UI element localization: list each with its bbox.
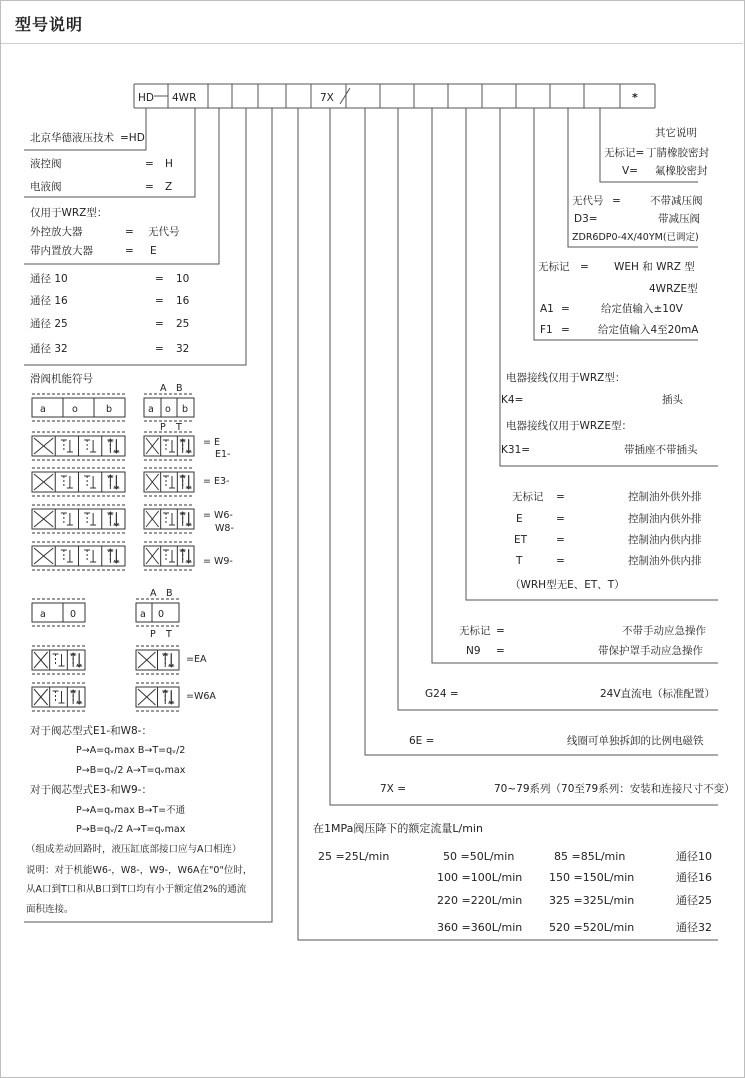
pilot-value: 控制油内供外排 (628, 513, 702, 525)
series-label: 7X = (380, 783, 407, 795)
code-cell-slash (340, 88, 350, 104)
box-label-o: o (165, 404, 171, 415)
pilot-label: 无标记 (512, 491, 544, 503)
spool-symbol-right (136, 683, 179, 711)
port-label-t: T (166, 629, 172, 640)
amplifier-eq: = (125, 245, 134, 257)
other-label: V= (622, 165, 638, 177)
coil-label: 6E = (409, 735, 435, 747)
input-heading-label: 无标记 (538, 261, 570, 273)
coil-block (409, 734, 704, 747)
flow-cell: 220 =220L/min (437, 894, 523, 907)
flow-note-line: P→A=qᵥmax B→T=qᵥ/2 (76, 745, 186, 756)
pilot-eq: = (556, 534, 565, 546)
manual-label: 无标记 (459, 625, 491, 637)
other-label: 无标记= (604, 147, 645, 159)
manual-eq: = (496, 645, 505, 657)
valve-type-block (30, 157, 173, 193)
connector-heading: 电器接线仅用于WRZE型： (506, 420, 633, 432)
spool-code: = W6- (203, 510, 233, 521)
valve-type-code: Z (165, 181, 173, 193)
pilot-value: 控制油外供外排 (628, 491, 702, 503)
box-label-b: b (182, 404, 189, 415)
input-heading-eq: = (580, 261, 589, 273)
code-cell-text: 4WR (172, 92, 197, 104)
manual-block (459, 624, 706, 657)
flow-cell: 通径32 (676, 921, 712, 934)
pressure-valve-block (572, 194, 703, 243)
input-value: 给定值输入4至20mA (598, 324, 699, 336)
diameter-label: 通径 10 (30, 273, 68, 285)
input-block (538, 260, 699, 336)
spool-symbol-left (32, 505, 125, 533)
code-cell-text: * (632, 91, 638, 104)
pressure-label: 无代号 (572, 195, 604, 207)
manual-value: 带保护罩手动应急操作 (598, 645, 703, 657)
spool-symbol-right (144, 505, 194, 533)
port-label-a: A (160, 383, 167, 394)
spool-code: =EA (186, 654, 207, 665)
pilot-label: E (516, 513, 523, 525)
diameter-eq: = (155, 295, 164, 307)
diameter-code: 25 (176, 318, 190, 330)
spool-outline-2-right (136, 599, 179, 626)
diameter-code: 16 (176, 295, 190, 307)
port-label-p: P (160, 422, 166, 433)
flow-notes-block (26, 724, 252, 915)
other-value: 丁腈橡胶密封 (646, 147, 709, 159)
diameter-eq: = (155, 343, 164, 355)
flow-note-heading: 对于阀芯型式E1-和W8-： (30, 725, 152, 737)
flow-table (313, 821, 712, 934)
flow-note-remark: 面积连接。 (26, 904, 74, 915)
pilot-note: （WRH型无E、ET、T） (510, 579, 625, 591)
manual-label: N9 (466, 645, 481, 657)
port-label-b: B (176, 383, 183, 394)
amplifier-block (30, 206, 180, 257)
pilot-label: ET (514, 534, 528, 546)
pressure-eq: = (612, 195, 621, 207)
pilot-value: 控制油内供内排 (628, 534, 702, 546)
spool-symbols-block (30, 372, 234, 711)
flow-note-remark: （组成差动回路时，液压缸底部接口应与A口相连） (26, 844, 242, 855)
pressure-value: 带减压阀 (658, 213, 700, 225)
box-label-b: b (106, 404, 113, 415)
valve-type-label: 液控阀 (30, 158, 62, 170)
other-block (604, 126, 709, 177)
flow-note-remark: 从A口到T口和从B口到T口均有小于额定值2%的通流 (26, 884, 247, 895)
spool-symbol-left (32, 542, 125, 570)
flow-note-line: P→A=qᵥmax B→T=不通 (76, 805, 186, 816)
diameter-eq: = (155, 318, 164, 330)
manufacturer-code: =HD (120, 132, 145, 144)
manual-eq: = (496, 625, 505, 637)
flow-cell: 150 =150L/min (549, 871, 635, 884)
spool-code: = E3- (203, 476, 230, 487)
flow-cell: 50 =50L/min (443, 850, 515, 863)
amplifier-heading: 仅用于WRZ型： (30, 207, 108, 219)
pilot-eq: = (556, 491, 565, 503)
amplifier-code: 无代号 (148, 226, 180, 238)
coil-value: 线圈可单独拆卸的比例电磁铁 (567, 735, 704, 747)
pressure-model: ZDR6DP0-4X/40YM(已调定) (572, 232, 699, 243)
spool-code: = E (203, 437, 220, 448)
pilot-eq: = (556, 555, 565, 567)
port-label-t: T (176, 422, 182, 433)
connector-value: 插头 (662, 394, 683, 406)
valve-type-eq: = (145, 181, 154, 193)
spool-symbol-left (32, 646, 85, 674)
flow-note-line: P→B=qᵥ/2 A→T=qᵥmax (76, 765, 186, 776)
spool-code: E1- (215, 449, 231, 460)
input-label: A1 (540, 303, 554, 315)
flow-note-heading: 对于阀芯型式E3-和W9-： (30, 784, 152, 796)
voltage-block (425, 687, 715, 700)
flow-cell: 100 =100L/min (437, 871, 523, 884)
series-block (380, 782, 735, 795)
box-label-a: a (148, 404, 154, 415)
spool-code: = W9- (203, 556, 233, 567)
connector-label: K31= (501, 444, 531, 456)
spool-symbol-left (32, 683, 85, 711)
box-label-o: 0 (158, 609, 165, 620)
other-value: 氟橡胶密封 (655, 165, 708, 177)
port-label-a: A (150, 588, 157, 599)
spool-code: =W6A (186, 691, 216, 702)
spool-symbol-right (144, 432, 194, 460)
flow-cell: 520 =520L/min (549, 921, 635, 934)
connector-value: 带插座不带插头 (624, 444, 698, 456)
voltage-value: 24V直流电（标准配置） (600, 688, 716, 700)
diameter-label: 通径 25 (30, 318, 68, 330)
amplifier-eq: = (125, 226, 134, 238)
diameter-label: 通径 16 (30, 295, 68, 307)
diameter-block (30, 273, 190, 355)
manufacturer-block (30, 131, 145, 144)
valve-type-label: 电液阀 (30, 181, 62, 193)
code-row (134, 84, 655, 108)
pressure-label: D3= (574, 213, 598, 225)
pilot-label: T (516, 555, 523, 567)
valve-type-eq: = (145, 158, 154, 170)
spool-symbol-right (144, 468, 194, 496)
manual-value: 不带手动应急操作 (622, 625, 706, 637)
spool-symbol-left (32, 432, 125, 460)
flow-cell: 通径16 (676, 871, 712, 884)
pressure-value: 不带减压阀 (650, 195, 703, 207)
page-title: 型号说明 (15, 15, 84, 34)
manufacturer-label: 北京华德液压技术 (30, 132, 114, 144)
pilot-block (510, 490, 702, 591)
flow-note-line: P→B=qᵥ/2 A→T=qᵥmax (76, 824, 186, 835)
box-label-o: o (72, 404, 78, 415)
spool-outline-2-left (32, 599, 85, 626)
flow-heading: 在1MPa阀压降下的额定流量L/min (313, 822, 483, 835)
spool-code: W8- (215, 523, 234, 534)
input-eq: = (561, 324, 570, 336)
flow-cell: 25 =25L/min (318, 850, 390, 863)
box-label-o: 0 (70, 609, 77, 620)
pilot-value: 控制油外供内排 (628, 555, 702, 567)
input-heading-value: WEH 和 WRZ 型 (614, 261, 695, 273)
input-sub: 4WRZE型 (649, 283, 698, 295)
code-cell-text: HD (138, 92, 154, 104)
flow-cell: 360 =360L/min (437, 921, 523, 934)
flow-cell: 325 =325L/min (549, 894, 635, 907)
spool-symbol-right (136, 646, 179, 674)
port-label-b: B (166, 588, 173, 599)
spool-outline-left (32, 394, 125, 421)
box-label-a: a (40, 404, 46, 415)
amplifier-label: 带内置放大器 (30, 245, 93, 257)
connector-heading: 电器接线仅用于WRZ型： (506, 372, 626, 384)
spool-symbol-left (32, 468, 125, 496)
code-cell-text: 7X (320, 92, 334, 104)
pilot-eq: = (556, 513, 565, 525)
spool-outline-right (144, 394, 194, 421)
amplifier-code: E (150, 245, 157, 257)
connector-label: K4= (501, 394, 524, 406)
other-title: 其它说明 (655, 127, 697, 139)
box-label-a: a (40, 609, 46, 620)
box-label-a: a (140, 609, 146, 620)
valve-type-code: H (165, 158, 173, 170)
diameter-label: 通径 32 (30, 343, 68, 355)
port-label-p: P (150, 629, 156, 640)
connector-block (501, 371, 698, 456)
flow-cell: 通径25 (676, 894, 712, 907)
input-value: 给定值输入±10V (601, 303, 683, 315)
input-eq: = (561, 303, 570, 315)
flow-note-remark: 说明：对于机能W6-，W8-，W9-，W6A在"0"位时， (26, 865, 253, 876)
diameter-code: 10 (176, 273, 190, 285)
symbols-heading: 滑阀机能符号 (30, 373, 93, 385)
flow-cell: 85 =85L/min (554, 850, 626, 863)
amplifier-label: 外控放大器 (30, 226, 83, 238)
diameter-eq: = (155, 273, 164, 285)
series-value: 70~79系列（70至79系列：安装和连接尺寸不变） (494, 783, 735, 795)
voltage-label: G24 = (425, 688, 459, 700)
diameter-code: 32 (176, 343, 190, 355)
spool-symbol-right (144, 542, 194, 570)
input-label: F1 (540, 324, 553, 336)
flow-cell: 通径10 (676, 850, 712, 863)
